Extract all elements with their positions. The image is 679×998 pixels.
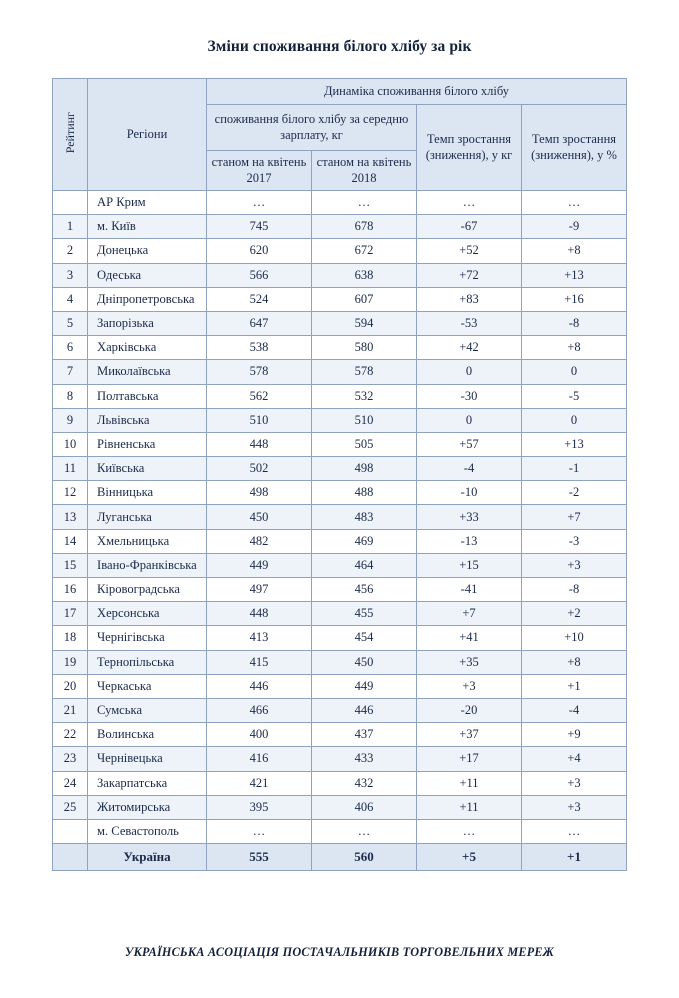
table-row bbox=[53, 311, 627, 335]
cell-2018: 510 bbox=[312, 408, 417, 432]
table-row bbox=[53, 674, 627, 698]
cell-region: Житомирська bbox=[88, 795, 207, 819]
cell-2017: 415 bbox=[207, 650, 312, 674]
cell-2018: 432 bbox=[312, 771, 417, 795]
cell-rank: 10 bbox=[53, 432, 88, 456]
cell-2017: 450 bbox=[207, 505, 312, 529]
cell-rank: 24 bbox=[53, 771, 88, 795]
table-row bbox=[53, 626, 627, 650]
cell-growth-kg: +41 bbox=[417, 626, 522, 650]
cell-growth-kg: -13 bbox=[417, 529, 522, 553]
cell-rank: 9 bbox=[53, 408, 88, 432]
table-row bbox=[53, 191, 627, 215]
document-page bbox=[0, 38, 679, 998]
table-row bbox=[53, 819, 627, 843]
cell-growth-pct: +7 bbox=[522, 505, 627, 529]
table-row bbox=[53, 553, 627, 577]
cell-rank: 11 bbox=[53, 457, 88, 481]
cell-growth-kg: +17 bbox=[417, 747, 522, 771]
cell-rank: 18 bbox=[53, 626, 88, 650]
cell-rank: 4 bbox=[53, 287, 88, 311]
cell-region: Волинська bbox=[88, 723, 207, 747]
cell-region: Львівська bbox=[88, 408, 207, 432]
header-region: Регіони bbox=[88, 79, 207, 191]
cell-growth-kg: +35 bbox=[417, 650, 522, 674]
cell-growth-kg: 0 bbox=[417, 360, 522, 384]
cell-region: АР Крим bbox=[88, 191, 207, 215]
cell-growth-kg: -67 bbox=[417, 215, 522, 239]
cell-region: м. Севастополь bbox=[88, 819, 207, 843]
cell-growth-pct: +8 bbox=[522, 650, 627, 674]
cell-region: Хмельницька bbox=[88, 529, 207, 553]
table-row bbox=[53, 336, 627, 360]
cell-growth-kg: -30 bbox=[417, 384, 522, 408]
cell-2017: … bbox=[207, 819, 312, 843]
cell-region: Івано-Франківська bbox=[88, 553, 207, 577]
table-row bbox=[53, 698, 627, 722]
header-growth-kg: Темп зростання (зниження), у кг bbox=[417, 105, 522, 191]
cell-growth-pct: -2 bbox=[522, 481, 627, 505]
cell-2017: 498 bbox=[207, 481, 312, 505]
cell-region: Запорізька bbox=[88, 311, 207, 335]
cell-growth-pct: … bbox=[522, 191, 627, 215]
cell-2017: 448 bbox=[207, 432, 312, 456]
table-head bbox=[53, 79, 627, 191]
cell-rank bbox=[53, 844, 88, 871]
cell-growth-pct: +3 bbox=[522, 553, 627, 577]
cell-2018: 505 bbox=[312, 432, 417, 456]
cell-2017: 524 bbox=[207, 287, 312, 311]
cell-2017: 538 bbox=[207, 336, 312, 360]
cell-rank: 3 bbox=[53, 263, 88, 287]
cell-2018: 638 bbox=[312, 263, 417, 287]
cell-growth-kg: +11 bbox=[417, 771, 522, 795]
cell-2018: 672 bbox=[312, 239, 417, 263]
cell-rank: 5 bbox=[53, 311, 88, 335]
header-april-2017: станом на квітень 2017 bbox=[207, 151, 312, 191]
cell-2017: 497 bbox=[207, 578, 312, 602]
header-growth-pct: Темп зростання (зниження), у % bbox=[522, 105, 627, 191]
cell-region: Одеська bbox=[88, 263, 207, 287]
table-row bbox=[53, 384, 627, 408]
cell-region: Рівненська bbox=[88, 432, 207, 456]
table-row bbox=[53, 457, 627, 481]
header-consumption-group: споживання білого хлібу за середню зарплату, кг bbox=[207, 105, 417, 151]
cell-rank: 21 bbox=[53, 698, 88, 722]
cell-growth-pct: +1 bbox=[522, 674, 627, 698]
cell-2018: 560 bbox=[312, 844, 417, 871]
cell-growth-kg: 0 bbox=[417, 408, 522, 432]
cell-2017: 578 bbox=[207, 360, 312, 384]
cell-rank: 8 bbox=[53, 384, 88, 408]
cell-growth-pct: -8 bbox=[522, 578, 627, 602]
table-row-total bbox=[53, 844, 627, 871]
header-rank-label: Рейтинг bbox=[62, 111, 77, 154]
cell-rank: 16 bbox=[53, 578, 88, 602]
cell-growth-pct: +13 bbox=[522, 432, 627, 456]
cell-rank: 17 bbox=[53, 602, 88, 626]
table-row bbox=[53, 723, 627, 747]
cell-growth-kg: +15 bbox=[417, 553, 522, 577]
cell-2018: 580 bbox=[312, 336, 417, 360]
cell-rank: 1 bbox=[53, 215, 88, 239]
cell-2017: 566 bbox=[207, 263, 312, 287]
cell-rank: 12 bbox=[53, 481, 88, 505]
cell-region: Чернівецька bbox=[88, 747, 207, 771]
table-row bbox=[53, 263, 627, 287]
cell-region: Чернігівська bbox=[88, 626, 207, 650]
cell-growth-kg: +33 bbox=[417, 505, 522, 529]
cell-rank bbox=[53, 191, 88, 215]
cell-region: Полтавська bbox=[88, 384, 207, 408]
cell-2018: 532 bbox=[312, 384, 417, 408]
cell-growth-kg: +57 bbox=[417, 432, 522, 456]
cell-2018: 446 bbox=[312, 698, 417, 722]
footer-organization: УКРАЇНСЬКА АСОЦІАЦІЯ ПОСТАЧАЛЬНИКІВ ТОРГОВЕЛЬНИХ МЕРЕЖ bbox=[124, 945, 555, 959]
table-row bbox=[53, 432, 627, 456]
cell-growth-kg: -4 bbox=[417, 457, 522, 481]
cell-2017: 466 bbox=[207, 698, 312, 722]
cell-2017: 562 bbox=[207, 384, 312, 408]
cell-growth-pct: 0 bbox=[522, 360, 627, 384]
cell-rank: 7 bbox=[53, 360, 88, 384]
consumption-table bbox=[52, 78, 627, 871]
cell-region: Миколаївська bbox=[88, 360, 207, 384]
cell-2017: 620 bbox=[207, 239, 312, 263]
cell-growth-kg: +3 bbox=[417, 674, 522, 698]
cell-2018: 498 bbox=[312, 457, 417, 481]
cell-growth-kg: … bbox=[417, 191, 522, 215]
cell-region: Луганська bbox=[88, 505, 207, 529]
cell-region: Дніпропетровська bbox=[88, 287, 207, 311]
cell-2017: 647 bbox=[207, 311, 312, 335]
table-row bbox=[53, 287, 627, 311]
cell-growth-pct: +2 bbox=[522, 602, 627, 626]
cell-region: Черкаська bbox=[88, 674, 207, 698]
cell-region: Кіровоградська bbox=[88, 578, 207, 602]
cell-growth-pct: +1 bbox=[522, 844, 627, 871]
cell-rank: 20 bbox=[53, 674, 88, 698]
cell-2018: 455 bbox=[312, 602, 417, 626]
cell-growth-pct: -4 bbox=[522, 698, 627, 722]
cell-region: Тернопільська bbox=[88, 650, 207, 674]
cell-growth-pct: +16 bbox=[522, 287, 627, 311]
cell-2018: 450 bbox=[312, 650, 417, 674]
cell-region: Херсонська bbox=[88, 602, 207, 626]
header-row-group bbox=[53, 79, 627, 105]
cell-2018: 456 bbox=[312, 578, 417, 602]
cell-growth-pct: +3 bbox=[522, 771, 627, 795]
cell-2018: … bbox=[312, 191, 417, 215]
cell-growth-pct: +9 bbox=[522, 723, 627, 747]
data-table-container bbox=[52, 78, 627, 871]
cell-growth-pct: -8 bbox=[522, 311, 627, 335]
cell-2017: … bbox=[207, 191, 312, 215]
cell-growth-kg: +72 bbox=[417, 263, 522, 287]
cell-2018: 437 bbox=[312, 723, 417, 747]
cell-growth-kg: -53 bbox=[417, 311, 522, 335]
cell-region: м. Київ bbox=[88, 215, 207, 239]
cell-2017: 448 bbox=[207, 602, 312, 626]
table-body bbox=[53, 191, 627, 871]
cell-2017: 449 bbox=[207, 553, 312, 577]
cell-rank: 22 bbox=[53, 723, 88, 747]
cell-2017: 395 bbox=[207, 795, 312, 819]
table-row bbox=[53, 650, 627, 674]
cell-growth-pct: 0 bbox=[522, 408, 627, 432]
cell-2018: 449 bbox=[312, 674, 417, 698]
cell-2017: 510 bbox=[207, 408, 312, 432]
table-row bbox=[53, 505, 627, 529]
cell-region: Сумська bbox=[88, 698, 207, 722]
cell-rank: 15 bbox=[53, 553, 88, 577]
header-rank bbox=[53, 79, 88, 191]
table-row bbox=[53, 771, 627, 795]
cell-growth-pct: -1 bbox=[522, 457, 627, 481]
table-row bbox=[53, 529, 627, 553]
cell-growth-pct: +8 bbox=[522, 336, 627, 360]
cell-2018: 406 bbox=[312, 795, 417, 819]
table-row bbox=[53, 239, 627, 263]
cell-region: Україна bbox=[88, 844, 207, 871]
cell-growth-kg: -10 bbox=[417, 481, 522, 505]
cell-2018: 433 bbox=[312, 747, 417, 771]
cell-region: Вінницька bbox=[88, 481, 207, 505]
cell-2017: 446 bbox=[207, 674, 312, 698]
cell-2017: 400 bbox=[207, 723, 312, 747]
cell-growth-pct: -9 bbox=[522, 215, 627, 239]
table-row bbox=[53, 215, 627, 239]
cell-rank: 23 bbox=[53, 747, 88, 771]
cell-2017: 421 bbox=[207, 771, 312, 795]
table-row bbox=[53, 602, 627, 626]
cell-2018: 483 bbox=[312, 505, 417, 529]
cell-growth-pct: +3 bbox=[522, 795, 627, 819]
cell-2017: 745 bbox=[207, 215, 312, 239]
table-row bbox=[53, 408, 627, 432]
cell-growth-pct: -5 bbox=[522, 384, 627, 408]
cell-growth-pct: +13 bbox=[522, 263, 627, 287]
cell-region: Харківська bbox=[88, 336, 207, 360]
cell-region: Донецька bbox=[88, 239, 207, 263]
table-row bbox=[53, 481, 627, 505]
cell-growth-pct: +4 bbox=[522, 747, 627, 771]
cell-region: Закарпатська bbox=[88, 771, 207, 795]
cell-2018: 578 bbox=[312, 360, 417, 384]
cell-growth-kg: +7 bbox=[417, 602, 522, 626]
cell-2018: 464 bbox=[312, 553, 417, 577]
cell-growth-kg: -41 bbox=[417, 578, 522, 602]
cell-rank: 6 bbox=[53, 336, 88, 360]
header-dynamics-group: Динаміка споживання білого хлібу bbox=[207, 79, 627, 105]
cell-growth-kg: +37 bbox=[417, 723, 522, 747]
cell-2017: 555 bbox=[207, 844, 312, 871]
page-title: Зміни споживання білого хлібу за рік bbox=[207, 38, 472, 55]
table-row bbox=[53, 795, 627, 819]
cell-growth-kg: +83 bbox=[417, 287, 522, 311]
cell-rank: 2 bbox=[53, 239, 88, 263]
cell-2018: 607 bbox=[312, 287, 417, 311]
cell-growth-kg: -20 bbox=[417, 698, 522, 722]
cell-2018: 469 bbox=[312, 529, 417, 553]
cell-2017: 413 bbox=[207, 626, 312, 650]
cell-2017: 482 bbox=[207, 529, 312, 553]
cell-rank: 13 bbox=[53, 505, 88, 529]
cell-2018: 594 bbox=[312, 311, 417, 335]
cell-growth-kg: +5 bbox=[417, 844, 522, 871]
cell-growth-kg: +52 bbox=[417, 239, 522, 263]
table-row bbox=[53, 747, 627, 771]
cell-2017: 502 bbox=[207, 457, 312, 481]
table-row bbox=[53, 578, 627, 602]
cell-rank: 14 bbox=[53, 529, 88, 553]
cell-2018: 488 bbox=[312, 481, 417, 505]
cell-rank: 25 bbox=[53, 795, 88, 819]
cell-region: Київська bbox=[88, 457, 207, 481]
table-row bbox=[53, 360, 627, 384]
cell-rank: 19 bbox=[53, 650, 88, 674]
cell-2018: 454 bbox=[312, 626, 417, 650]
cell-growth-pct: +8 bbox=[522, 239, 627, 263]
cell-2018: 678 bbox=[312, 215, 417, 239]
header-april-2018: станом на квітень 2018 bbox=[312, 151, 417, 191]
cell-2018: … bbox=[312, 819, 417, 843]
cell-growth-pct: … bbox=[522, 819, 627, 843]
cell-2017: 416 bbox=[207, 747, 312, 771]
cell-growth-kg: +42 bbox=[417, 336, 522, 360]
cell-growth-kg: … bbox=[417, 819, 522, 843]
cell-growth-pct: +10 bbox=[522, 626, 627, 650]
cell-rank bbox=[53, 819, 88, 843]
cell-growth-pct: -3 bbox=[522, 529, 627, 553]
cell-growth-kg: +11 bbox=[417, 795, 522, 819]
